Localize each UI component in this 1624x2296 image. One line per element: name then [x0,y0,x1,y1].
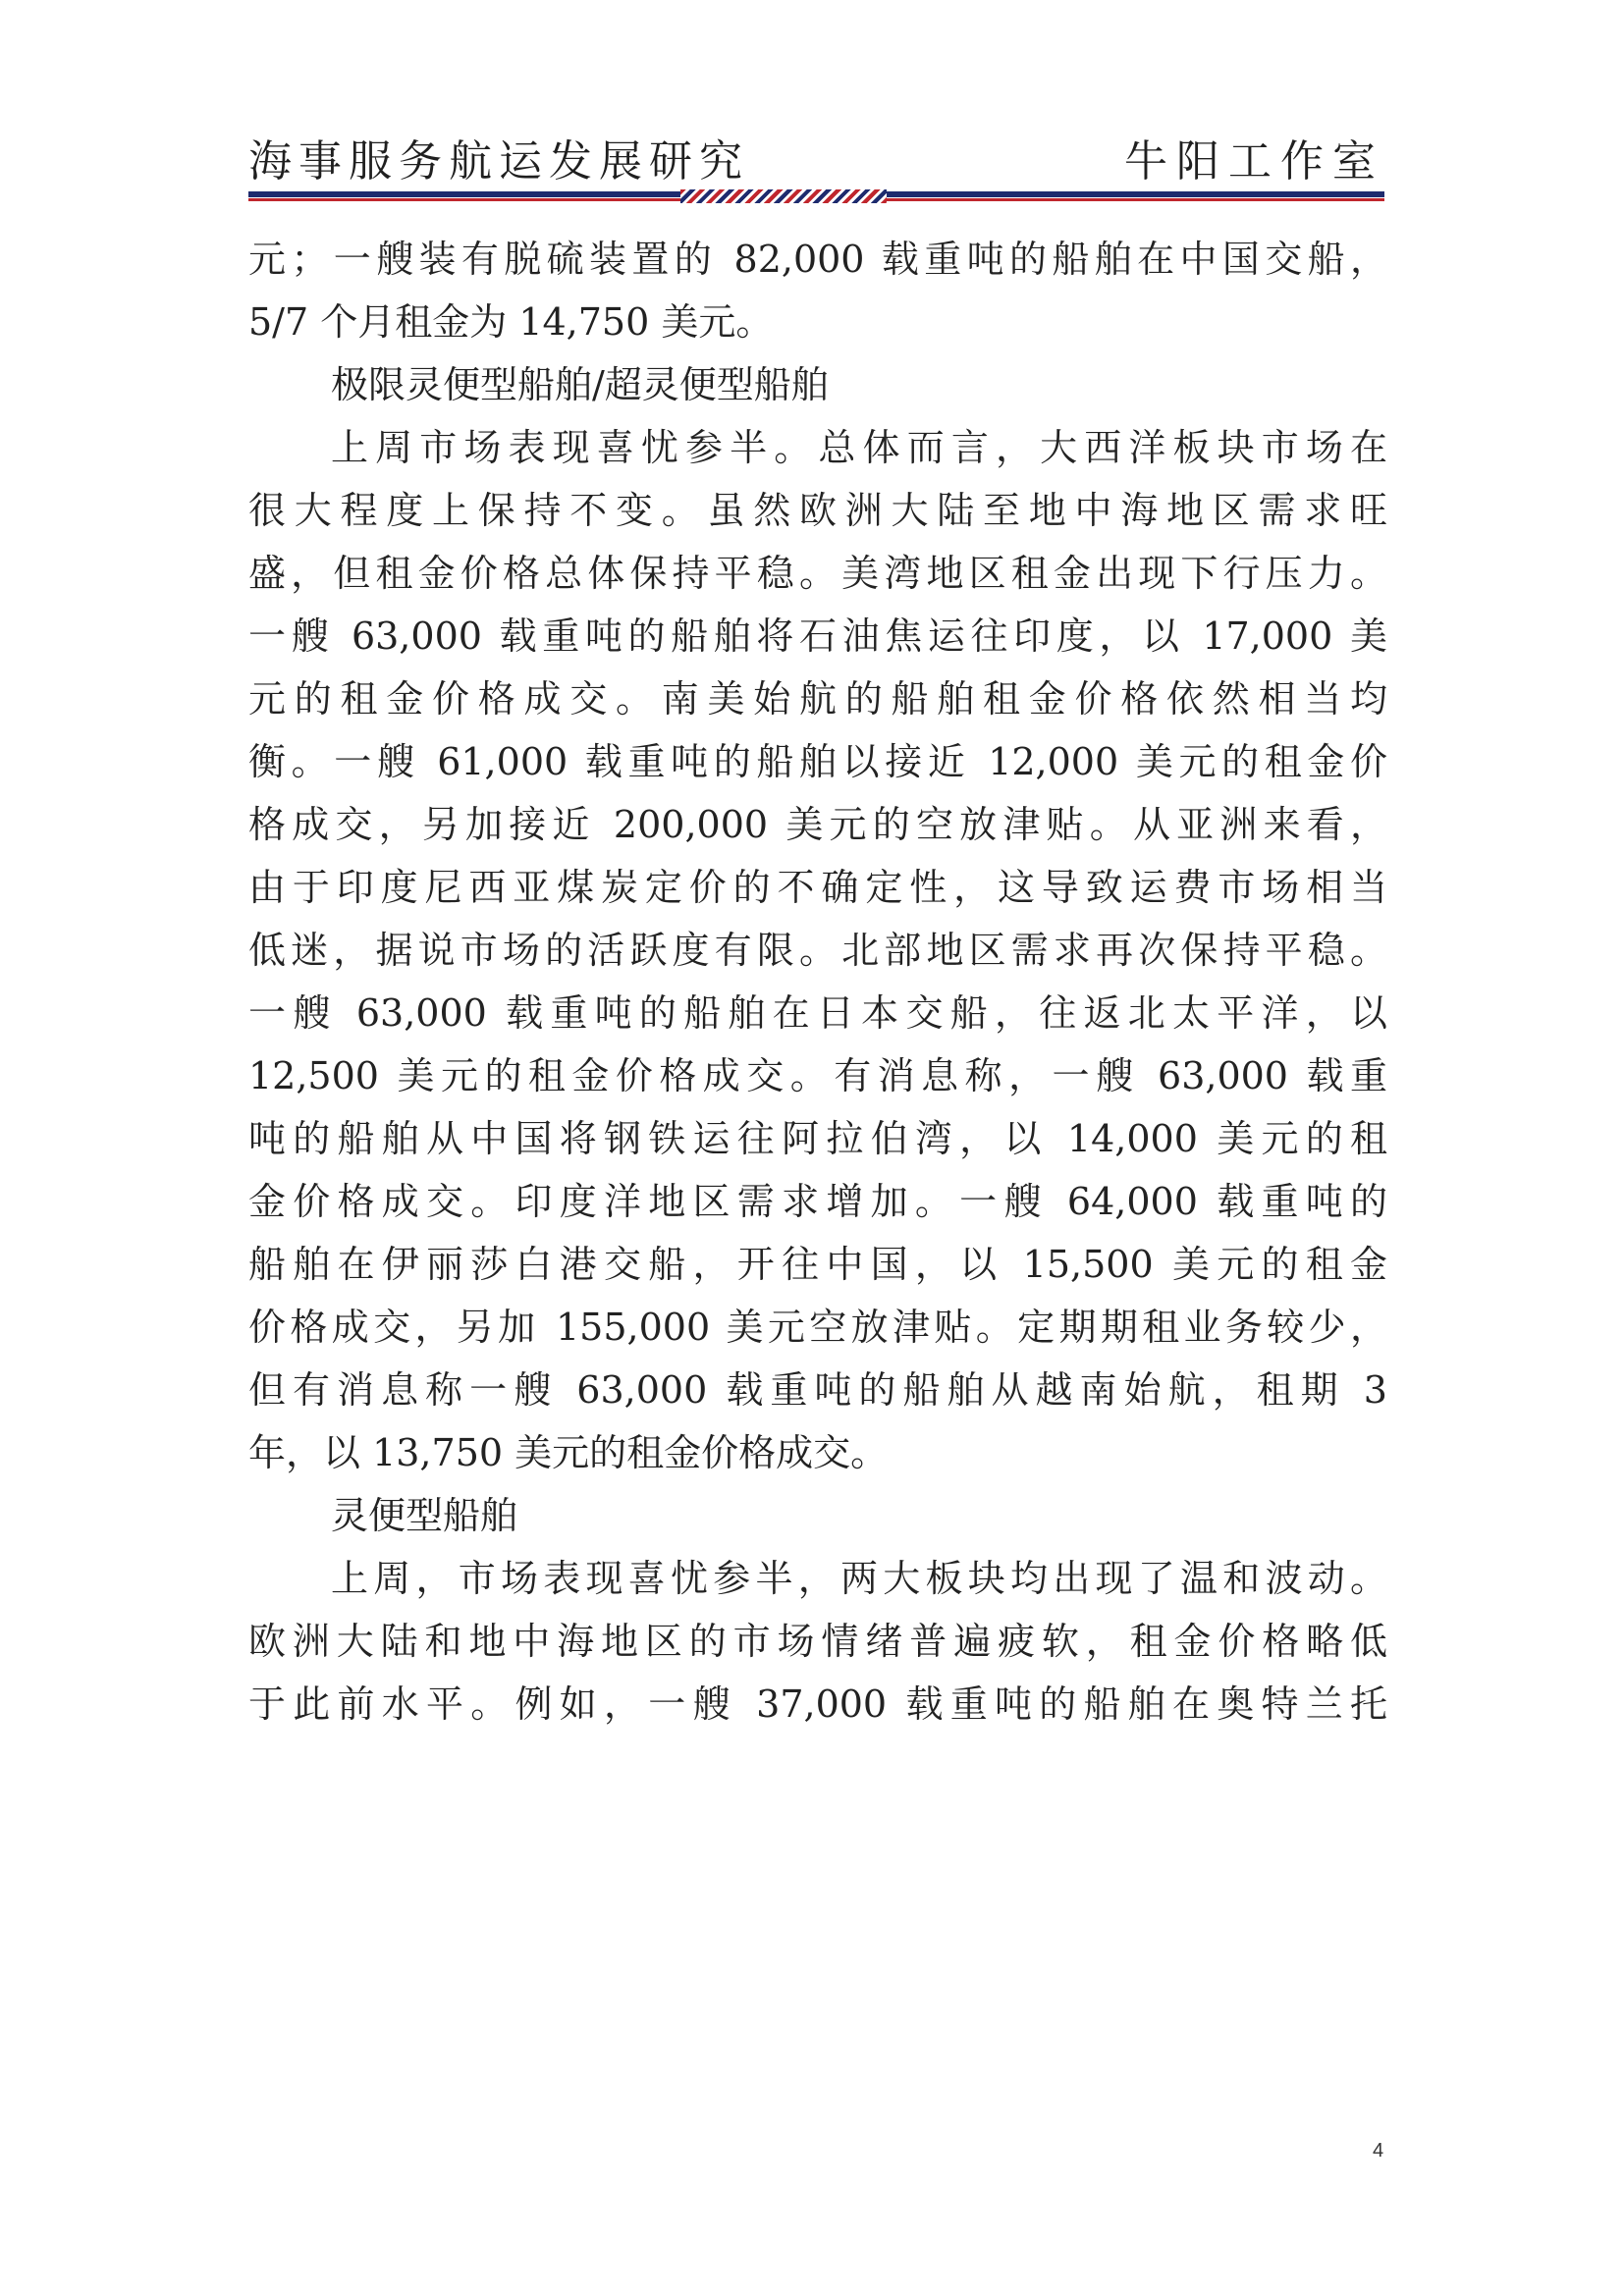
body-line: 元；一艘装有脱硫装置的 82,000 载重吨的船舶在中国交船， [248,238,1387,281]
body-line: 12,500 美元的租金价格成交。有消息称，一艘 63,000 载重 [248,1054,1387,1097]
section-heading-supramax: 极限灵便型船舶/超灵便型船舶 [331,363,829,406]
section-heading-handysize: 灵便型船舶 [331,1494,518,1537]
body-line: 吨的船舶从中国将钢铁运往阿拉伯湾，以 14,000 美元的租 [248,1117,1387,1160]
page-number: 4 [1373,2140,1384,2162]
header-title-left: 海事服务航运发展研究 [248,136,749,187]
header-title-right: 牛阳工作室 [1124,136,1384,187]
body-line: 5/7 个月租金为 14,750 美元。 [248,300,774,344]
document-body [248,228,1387,1735]
body-line: 年，以 13,750 美元的租金价格成交。 [248,1431,889,1474]
body-line: 欧洲大陆和地中海地区的市场情绪普遍疲软，租金价格略低 [248,1620,1387,1663]
page-header [248,126,1384,185]
body-line: 于此前水平。例如，一艘 37,000 载重吨的船舶在奥特兰托 [248,1682,1387,1726]
body-line: 一艘 63,000 载重吨的船舶在日本交船，往返北太平洋，以 [248,991,1387,1035]
body-line: 很大程度上保持不变。虽然欧洲大陆至地中海地区需求旺 [248,489,1387,532]
header-divider [248,189,1384,203]
body-line: 格成交，另加接近 200,000 美元的空放津贴。从亚洲来看， [248,803,1387,846]
body-line: 船舶在伊丽莎白港交船，开往中国，以 15,500 美元的租金 [248,1243,1387,1286]
header-divider-stripe-ornament [680,189,887,203]
body-line: 盛，但租金价格总体保持平稳。美湾地区租金出现下行压力。 [248,552,1387,595]
body-line: 一艘 63,000 载重吨的船舶将石油焦运往印度，以 17,000 美 [248,614,1387,658]
body-line: 上周，市场表现喜忧参半，两大板块均出现了温和波动。 [331,1557,1387,1600]
body-line: 元的租金价格成交。南美始航的船舶租金价格依然相当均 [248,677,1387,721]
body-line: 低迷，据说市场的活跃度有限。北部地区需求再次保持平稳。 [248,929,1387,972]
body-line: 但有消息称一艘 63,000 载重吨的船舶从越南始航，租期 3 [248,1368,1387,1412]
body-line: 上周市场表现喜忧参半。总体而言，大西洋板块市场在 [331,426,1387,469]
body-line: 衡。一艘 61,000 载重吨的船舶以接近 12,000 美元的租金价 [248,740,1387,783]
body-line: 由于印度尼西亚煤炭定价的不确定性，这导致运费市场相当 [248,866,1387,909]
body-line: 价格成交，另加 155,000 美元空放津贴。定期期租业务较少， [248,1306,1387,1349]
body-line: 金价格成交。印度洋地区需求增加。一艘 64,000 载重吨的 [248,1180,1387,1223]
